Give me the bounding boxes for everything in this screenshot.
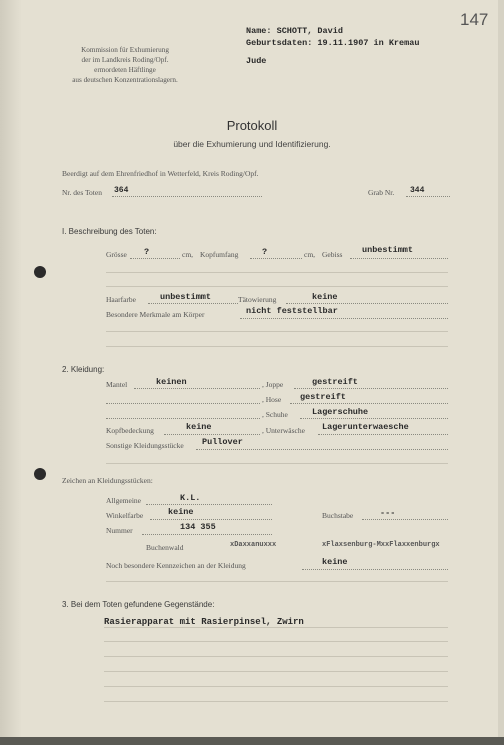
- kopfbedeckung-label: Kopfbedeckung: [106, 426, 154, 435]
- punch-hole-bottom: [34, 468, 46, 480]
- blank-line: [104, 641, 448, 642]
- kennzeichen-value: keine: [322, 557, 348, 567]
- hose-label: , Hose: [262, 395, 282, 404]
- taetowierung-value: keine: [312, 292, 338, 302]
- taetowierung-label: Tätowierung: [238, 295, 277, 304]
- blank-line: [104, 627, 448, 628]
- schuhe-line: [300, 418, 448, 419]
- punch-hole-top: [34, 266, 46, 278]
- blank-line: [104, 671, 448, 672]
- kopfumfang-unit: cm,: [304, 250, 316, 259]
- kopfumfang-value: ?: [262, 247, 268, 257]
- haarfarbe-value: unbestimmt: [160, 292, 212, 302]
- section1-heading: I. Beschreibung des Toten:: [62, 227, 157, 236]
- kopfumfang-line: [250, 258, 302, 259]
- hose-value: gestreift: [300, 392, 346, 402]
- organization-block: [60, 45, 190, 85]
- blank-line: [104, 656, 448, 657]
- buchstabe-label: Buchstabe: [322, 511, 354, 520]
- sonstige-value: Pullover: [202, 437, 243, 447]
- corpse-no-label: Nr. des Toten: [62, 188, 102, 197]
- winkelfarbe-line: [150, 519, 272, 520]
- typed-birth-data: Geburtsdaten: 19.11.1907 in Kremau: [246, 38, 420, 48]
- haarfarbe-label: Haarfarbe: [106, 295, 136, 304]
- joppe-value: gestreift: [312, 377, 358, 387]
- corpse-no-value: 364: [114, 186, 129, 195]
- taetowierung-line: [286, 303, 448, 304]
- page-number: 147: [460, 10, 489, 29]
- blank-dotted-line: [106, 418, 260, 419]
- unterwaesche-label: , Unterwäsche: [262, 426, 305, 435]
- blank-line: [106, 272, 448, 273]
- kopfbedeckung-line: [164, 434, 260, 435]
- blank-line: [106, 581, 448, 582]
- joppe-label: , Joppe: [262, 380, 284, 389]
- groesse-line: [130, 258, 180, 259]
- gebiss-value: unbestimmt: [362, 245, 414, 255]
- nummer-label: Nummer: [106, 526, 133, 535]
- section3-heading: 3. Bei dem Toten gefundene Gegenstände:: [62, 600, 215, 609]
- nummer-line: [142, 534, 272, 535]
- buchstabe-value: ---: [380, 508, 396, 518]
- grave-no-line: [406, 196, 450, 197]
- paper-left-edge: [0, 0, 22, 745]
- kennzeichen-line: [302, 569, 448, 570]
- organization-line: Kommission für Exhumierung: [81, 46, 169, 54]
- corpse-no-line: [112, 196, 262, 197]
- joppe-line: [294, 388, 448, 389]
- kennzeichen-label: Noch besondere Kennzeichen an der Kleidung: [106, 561, 246, 570]
- buchenwald-crossed-value-2: xFlaxsenburg-MxxFlaxxenburgx: [322, 541, 440, 549]
- mantel-line: [134, 388, 260, 389]
- hose-line: [290, 403, 448, 404]
- paper-right-edge: [498, 0, 504, 745]
- buchstabe-line: [362, 519, 448, 520]
- blank-line: [106, 286, 448, 287]
- blank-line: [104, 686, 448, 687]
- merkmale-label: Besondere Merkmale am Körper: [106, 310, 205, 319]
- winkelfarbe-label: Winkelfarbe: [106, 511, 144, 520]
- groesse-value: ?: [144, 247, 150, 257]
- sonstige-label: Sonstige Kleidungsstücke: [106, 441, 184, 450]
- organization-line: der im Landkreis Roding/Opf.: [81, 56, 169, 64]
- section2-heading: 2. Kleidung:: [62, 365, 105, 374]
- kopfumfang-label: Kopfumfang: [200, 250, 239, 259]
- blank-dotted-line: [106, 403, 260, 404]
- haarfarbe-line: [148, 303, 238, 304]
- blank-line: [106, 463, 448, 464]
- buchenwald-crossed-value-1: xDaxxanuxxx: [230, 541, 277, 549]
- mantel-value: keinen: [156, 377, 187, 387]
- blank-line: [106, 331, 448, 332]
- nummer-value: 134 355: [180, 522, 216, 532]
- gebiss-label: Gebiss: [322, 250, 343, 259]
- document-subtitle: über die Exhumierung und Identifizierung.: [173, 139, 331, 149]
- organization-line: aus deutschen Konzentrationslagern.: [72, 76, 178, 84]
- schuhe-value: Lagerschuhe: [312, 407, 369, 417]
- allgemeine-label: Allgemeine: [106, 496, 141, 505]
- grave-no-label: Grab Nr.: [368, 188, 395, 197]
- typed-category: Jude: [246, 56, 267, 66]
- scan-bottom-edge: [0, 737, 504, 745]
- sonstige-line: [196, 449, 448, 450]
- groesse-label: Grösse: [106, 250, 127, 259]
- schuhe-label: , Schuhe: [262, 410, 288, 419]
- groesse-unit: cm,: [182, 250, 194, 259]
- marks-heading: Zeichen an Kleidungsstücken:: [62, 476, 153, 485]
- unterwaesche-value: Lagerunterwaesche: [322, 422, 409, 432]
- organization-line: ermordeten Häftlinge: [94, 66, 156, 74]
- winkelfarbe-value: keine: [168, 507, 194, 517]
- merkmale-value: nicht feststellbar: [246, 306, 338, 316]
- buchenwald-label: Buchenwald: [146, 543, 184, 552]
- unterwaesche-line: [318, 434, 448, 435]
- merkmale-line: [240, 318, 448, 319]
- blank-line: [104, 701, 448, 702]
- found-items-value: Rasierapparat mit Rasierpinsel, Zwirn: [104, 617, 304, 627]
- burial-line: Beerdigt auf dem Ehrenfriedhof in Wetterfeld, Kreis Roding/Opf.: [62, 169, 259, 178]
- mantel-label: Mantel: [106, 380, 128, 389]
- grave-no-value: 344: [410, 186, 425, 195]
- allgemeine-line: [146, 504, 272, 505]
- gebiss-line: [350, 258, 448, 259]
- allgemeine-value: K.L.: [180, 493, 201, 503]
- document-title: Protokoll: [226, 118, 278, 133]
- kopfbedeckung-value: keine: [186, 422, 212, 432]
- typed-name: Name: SCHOTT, David: [246, 26, 343, 36]
- blank-line: [106, 346, 448, 347]
